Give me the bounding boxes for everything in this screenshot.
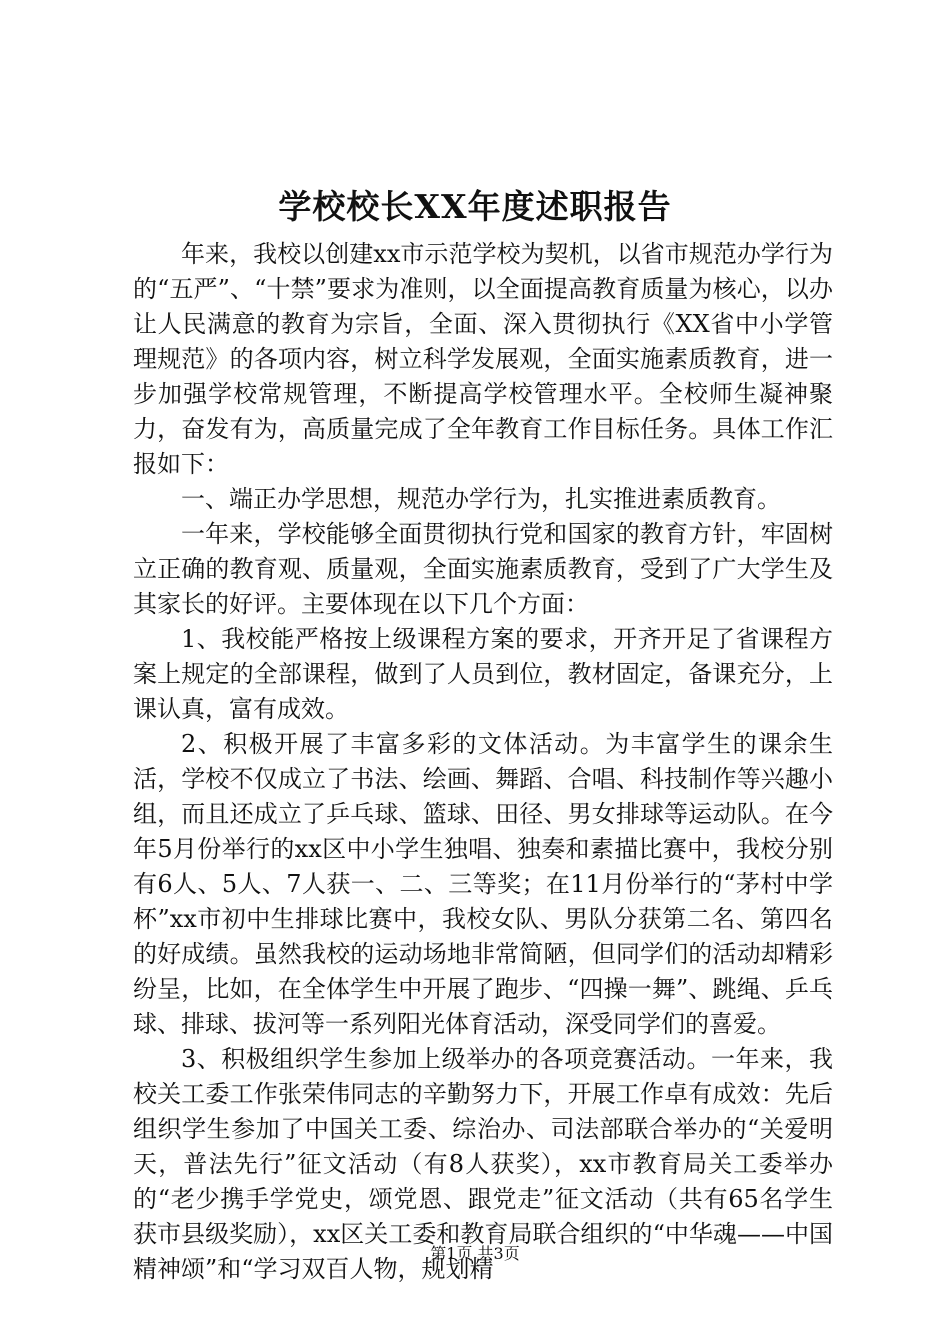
paragraph-intro: 年来，我校以创建xx市示范学校为契机，以省市规范办学行为的“五严”、“十禁”要求为准则，以全面提高教育质量为核心，以办让人民满意的教育为宗旨，全面、深入贯彻执行《XX省中小学管理规范》的各项内容，树立科学发展观，全面实施素质教育，进一步加强学校常规管理，不断提高学校管理水平。全校师生凝神聚力，奋发有为，高质量完成了全年教育工作目标任务。具体工作汇报如下： xyxy=(133,240,833,478)
paragraph-item-3: 3、积极组织学生参加上级举办的各项竞赛活动。一年来，我校关工委工作张荣伟同志的辛勤努力下，开展工作卓有成效：先后组织学生参加了中国关工委、综治办、司法部联合举办的“关爱明天，普法先行”征文活动（有8人获奖），xx市教育局关工委举办的“老少携手学党史，颂党恩、跟党走”征文活动（共有65名学生获市县级奖励），xx区关工委和教育局联合组织的“中华魂——中国精神颂”和“学习双百人物，规划精 xyxy=(133,1045,833,1283)
page-number-footer: 第1页 共3页 xyxy=(430,1244,520,1263)
paragraph-item-1: 1、我校能严格按上级课程方案的要求，开齐开足了省课程方案上规定的全部课程，做到了人员到位，教材固定，备课充分，上课认真，富有成效。 xyxy=(133,625,833,723)
paragraph-item-2: 2、积极开展了丰富多彩的文体活动。为丰富学生的课余生活，学校不仅成立了书法、绘画、舞蹈、合唱、科技制作等兴趣小组，而且还成立了乒乓球、篮球、田径、男女排球等运动队。在今年5月份举行的xx区中小学生独唱、独奏和素描比赛中，我校分别有6人、5人、7人获一、二、三等奖；在11月份举行的“茅村中学杯”xx市初中生排球比赛中，我校女队、男队分获第二名、第四名的好成绩。虽然我校的运动场地非常简陋，但同学们的活动却精彩纷呈，比如，在全体学生中开展了跑步、“四操一舞”、跳绳、乒乓球、排球、拔河等一系列阳光体育活动，深受同学们的喜爱。 xyxy=(133,730,833,1038)
paragraph-section-heading: 一、端正办学思想，规范办学行为，扎实推进素质教育。 xyxy=(181,485,781,513)
document-title: 学校校长XX年度述职报告 xyxy=(278,187,672,226)
document-body xyxy=(133,237,833,1287)
paragraph-overview: 一年来，学校能够全面贯彻执行党和国家的教育方针，牢固树立正确的教育观、质量观，全面实施素质教育，受到了广大学生及其家长的好评。主要体现在以下几个方面： xyxy=(133,520,833,618)
